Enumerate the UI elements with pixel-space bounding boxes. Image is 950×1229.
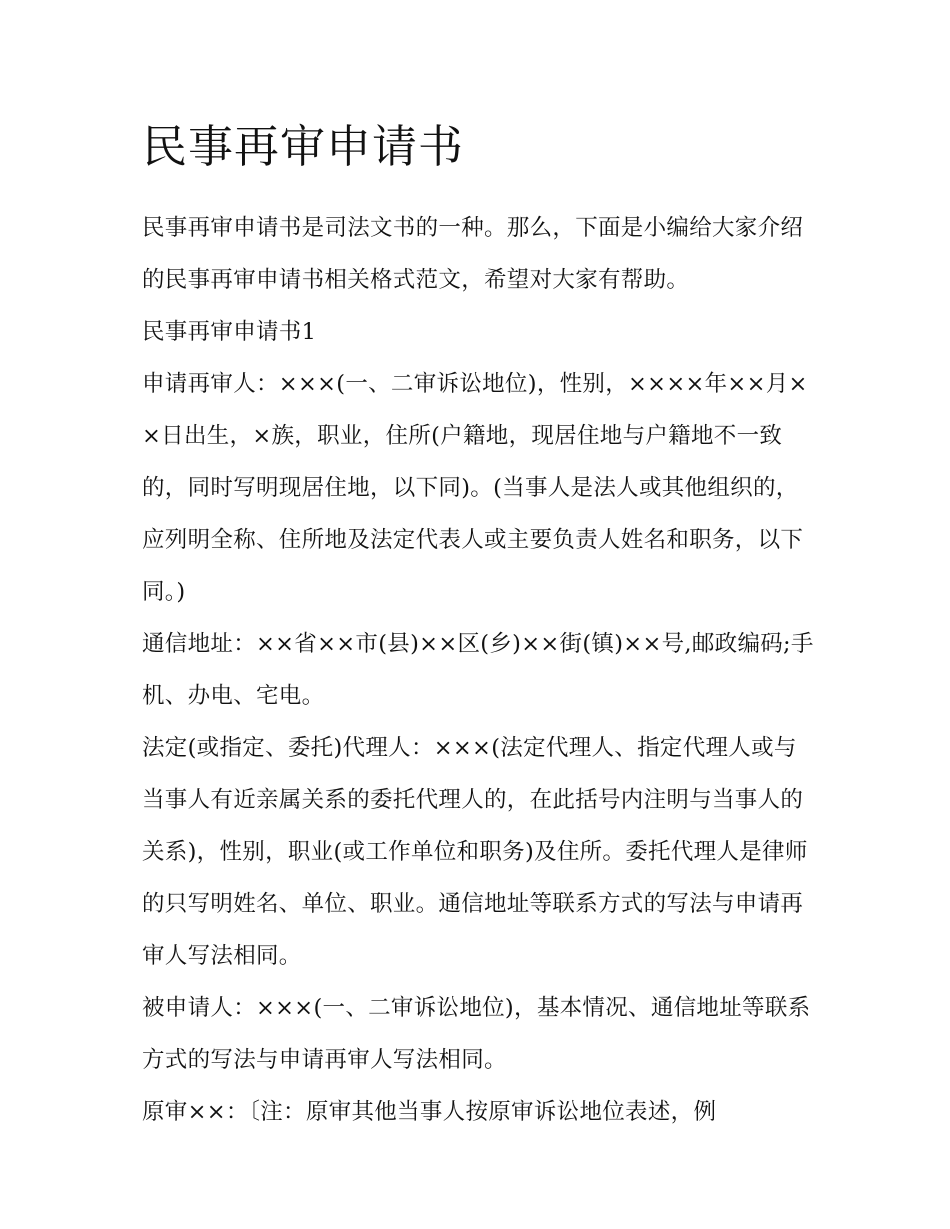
section-heading: 民事再审申请书1 <box>142 319 317 345</box>
intro-paragraph: 民事再审申请书是司法文书的一种。那么，下面是小编给大家介绍的民事再审申请书相关格式范文，希望对大家有帮助。 <box>142 215 804 293</box>
address-paragraph: 通信地址：××省××市(县)××区(乡)××街(镇)××号,邮政编码;手机、办电、宅电。 <box>142 631 814 709</box>
document-body <box>142 112 814 1138</box>
original-party-paragraph: 原审××：〔注：原审其他当事人按原审诉讼地位表述，例 <box>142 1099 717 1125</box>
applicant-paragraph: 申请再审人：×××(一、二审诉讼地位)，性别，××××年××月××日出生，×族，职业，住所(户籍地，现居住地与户籍地不一致的，同时写明现居住地，以下同)。(当事人是法人或其他组织的，应列明全称、住所地及法定代表人或主要负责人姓名和职务，以下同。) <box>142 371 808 605</box>
document-title: 民事再审申请书 <box>142 120 465 173</box>
agent-paragraph: 法定(或指定、委托)代理人：×××(法定代理人、指定代理人或与当事人有近亲属关系的委托代理人的，在此括号内注明与当事人的关系)，性别，职业(或工作单位和职务)及住所。委托代理人是律师的只写明姓名、单位、职业。通信地址等联系方式的写法与申请再审人写法相同。 <box>142 735 808 969</box>
respondent-paragraph: 被申请人：×××(一、二审诉讼地位)，基本情况、通信地址等联系方式的写法与申请再审人写法相同。 <box>142 995 811 1073</box>
